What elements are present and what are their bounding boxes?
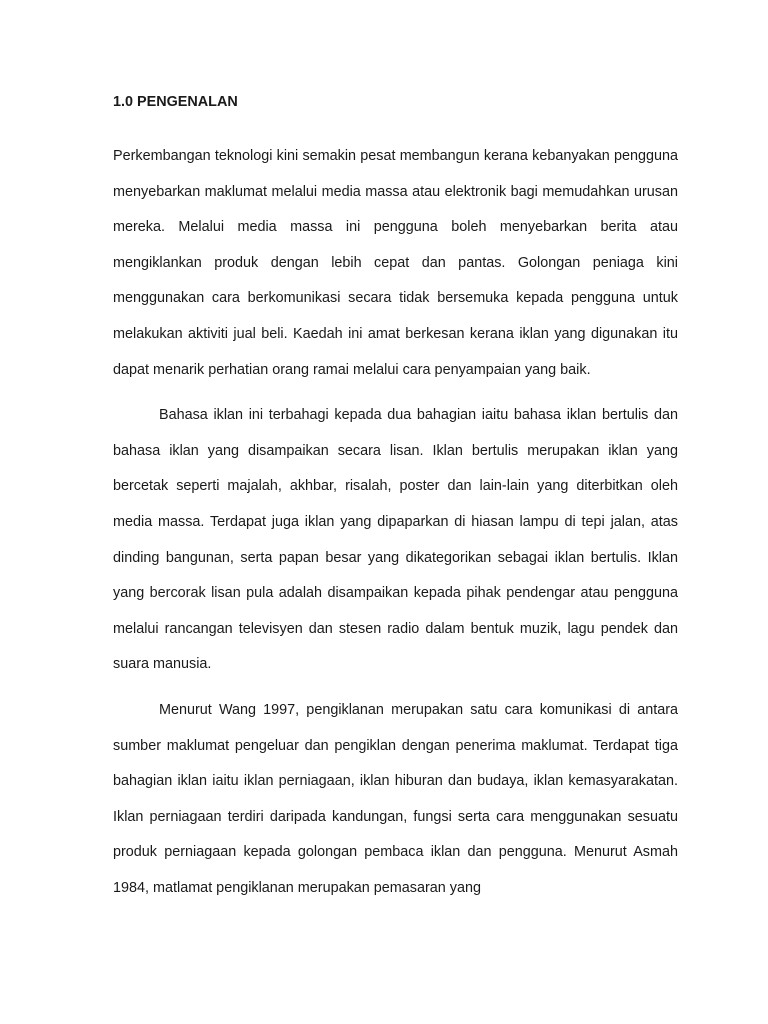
- paragraph-introduction: Perkembangan teknologi kini semakin pesat membangun kerana kebanyakan pengguna menyebarkan maklumat melalui media massa atau elektronik bagi memudahkan urusan mereka. Melalui media massa ini pengguna boleh menyebarkan berita atau mengiklankan produk dengan lebih cepat dan pantas. Golongan peniaga kini menggunakan cara berkomunikasi secara tidak bersemuka kepada pengguna untuk melakukan aktiviti jual beli. Kaedah ini amat berkesan kerana iklan yang digunakan itu dapat menarik perhatian orang ramai melalui cara penyampaian yang baik.: [113, 148, 678, 378]
- document-body: [113, 92, 678, 906]
- section-heading: 1.0 PENGENALAN: [113, 94, 238, 110]
- paragraph-advertising-definition: Menurut Wang 1997, pengiklanan merupakan satu cara komunikasi di antara sumber maklumat pengeluar dan pengiklan dengan penerima maklumat. Terdapat tiga bahagian iklan iaitu iklan perniagaan, iklan hiburan dan budaya, iklan kemasyarakatan. Iklan perniagaan terdiri daripada kandungan, fungsi serta cara menggunakan sesuatu produk perniagaan kepada golongan pembaca iklan dan pengguna. Menurut Asmah 1984, matlamat pengiklanan merupakan pemasaran yang: [113, 701, 678, 896]
- paragraph-advertising-types: Bahasa iklan ini terbahagi kepada dua bahagian iaitu bahasa iklan bertulis dan bahasa iklan yang disampaikan secara lisan. Iklan bertulis merupakan iklan yang bercetak seperti majalah, akhbar, risalah, poster dan lain-lain yang diterbitkan oleh media massa. Terdapat juga iklan yang dipaparkan di hiasan lampu di tepi jalan, atas dinding bangunan, serta papan besar yang dikategorikan sebagai iklan bertulis. Iklan yang bercorak lisan pula adalah disampaikan kepada pihak pendengar atau pengguna melalui rancangan televisyen dan stesen radio dalam bentuk muzik, lagu pendek dan suara manusia.: [113, 407, 678, 673]
